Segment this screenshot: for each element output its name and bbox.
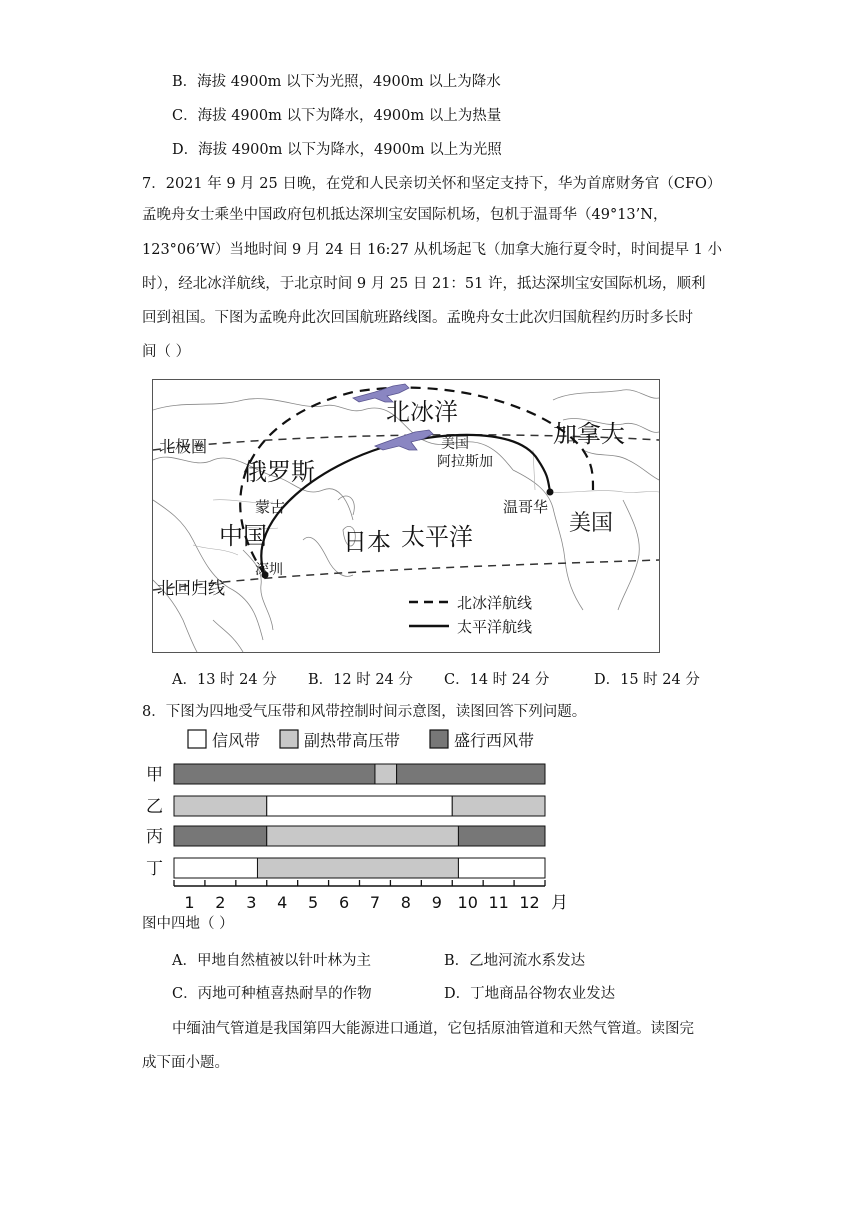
label-russia: 俄罗斯 <box>243 458 315 486</box>
q7-line-3: 123°06’W）当地时间 9 月 24 日 16:27 从机场起飞（加拿大施行夏令时，时间提早 1 小 <box>142 242 722 258</box>
q8-option-d: D．丁地商品谷物农业发达 <box>444 986 616 1002</box>
plane-icon <box>375 430 433 450</box>
month-tick-label: 6 <box>338 893 350 912</box>
belt-segment-subtropical-high <box>452 796 545 816</box>
row-label: 乙 <box>146 797 163 817</box>
belt-segment-trade <box>458 858 545 878</box>
belt-segment-subtropical-high <box>174 796 267 816</box>
label-japan: 日本 <box>343 528 391 556</box>
legend-trade-swatch <box>188 730 206 748</box>
belt-segment-westerlies <box>397 764 545 784</box>
q7-line-2: 孟晚舟女士乘坐中国政府包机抵达深圳宝安国际机场，包机于温哥华（49°13’N， <box>142 207 668 223</box>
legend-arctic-label: 北冰洋航线 <box>457 594 533 612</box>
month-tick-label: 5 <box>308 893 319 912</box>
q7-line-1: 7．2021 年 9 月 25 日晚，在党和人民亲切关怀和坚定支持下，华为首席财务官（CFO） <box>142 176 722 192</box>
q6-option-b: B．海拔 4900m 以下为光照，4900m 以上为降水 <box>172 74 501 90</box>
vancouver-point <box>547 489 554 496</box>
row-label: 丙 <box>146 827 163 847</box>
flight-route-map <box>152 379 660 653</box>
q7-line-5: 回到祖国。下图为孟晚舟此次回国航班路线图。孟晚舟女士此次归国航程约历时多长时 <box>142 310 693 326</box>
intro-line-2: 成下面小题。 <box>142 1055 229 1071</box>
month-tick-label: 1 <box>184 893 195 912</box>
q6-option-c: C．海拔 4900m 以下为降水，4900m 以上为热量 <box>172 108 502 124</box>
belt-segment-trade <box>267 796 453 816</box>
month-tick-label: 3 <box>246 893 257 912</box>
belt-segment-westerlies <box>174 826 267 846</box>
legend-westerlies-swatch <box>430 730 448 748</box>
q7-option-c: C．14 时 24 分 <box>444 672 550 688</box>
legend-pacific-label: 太平洋航线 <box>457 618 533 636</box>
q7-line-6: 间（ ） <box>142 344 191 360</box>
belt-segment-westerlies <box>174 764 375 784</box>
legend-trade-label: 信风带 <box>212 731 261 750</box>
label-canada: 加拿大 <box>553 420 625 448</box>
month-tick-label: 9 <box>431 893 442 912</box>
label-shenzhen: 深圳 <box>255 562 283 578</box>
wind-belt-chart <box>140 724 580 914</box>
row-label: 丁 <box>146 859 163 879</box>
legend-westerlies-label: 盛行西风带 <box>454 731 535 750</box>
label-usa-alaska: 美国 <box>441 436 469 452</box>
belt-segment-subtropical-high <box>375 764 397 784</box>
legend-high-label: 副热带高压带 <box>304 731 401 750</box>
q7-option-b: B．12 时 24 分 <box>308 672 413 688</box>
tropic-line <box>153 560 659 590</box>
label-arctic-circle: 北极圈 <box>159 437 208 456</box>
month-tick-label: 12 <box>519 893 540 912</box>
label-pacific: 太平洋 <box>401 523 473 551</box>
label-alaska: 阿拉斯加 <box>437 454 493 470</box>
wind-belt-svg <box>140 724 580 914</box>
q7-option-d: D．15 时 24 分 <box>594 672 700 688</box>
legend-high-swatch <box>280 730 298 748</box>
label-usa: 美国 <box>569 511 614 536</box>
q8-sub-stem: 图中四地（ ） <box>142 916 234 932</box>
label-china: 中国 <box>219 522 267 550</box>
belt-segment-westerlies <box>458 826 545 846</box>
label-tropic: 北回归线 <box>157 579 225 599</box>
belt-segment-subtropical-high <box>267 826 459 846</box>
month-tick-label: 4 <box>277 893 288 912</box>
month-tick-label: 7 <box>369 893 381 912</box>
month-tick-label: 10 <box>457 893 478 912</box>
belt-segment-trade <box>174 858 257 878</box>
q8-stem: 8．下图为四地受气压带和风带控制时间示意图，读图回答下列问题。 <box>142 704 587 720</box>
label-arctic-ocean: 北冰洋 <box>386 398 458 426</box>
label-mongolia: 蒙古 <box>255 498 286 516</box>
q7-option-a: A．13 时 24 分 <box>172 672 277 688</box>
month-tick-label: 11 <box>488 893 509 912</box>
wind-rows <box>146 764 545 879</box>
q6-option-d: D．海拔 4900m 以下为降水，4900m 以上为光照 <box>172 142 502 158</box>
q7-line-4: 时），经北冰洋航线，于北京时间 9 月 25 日 21：51 许，抵达深圳宝安国际机场，顺利 <box>142 276 706 292</box>
route-map-svg <box>153 380 659 652</box>
intro-line-1: 中缅油气管道是我国第四大能源进口通道，它包括原油管道和天然气管道。读图完 <box>172 1021 694 1037</box>
month-tick-label: 8 <box>400 893 411 912</box>
month-axis <box>174 880 568 913</box>
label-vancouver: 温哥华 <box>503 498 549 516</box>
q8-option-a: A．甲地自然植被以针叶林为主 <box>172 953 371 969</box>
row-label: 甲 <box>146 765 163 785</box>
belt-segment-subtropical-high <box>257 858 458 878</box>
month-unit-label: 月 <box>551 893 568 913</box>
q8-option-b: B．乙地河流水系发达 <box>444 953 586 969</box>
q8-option-c: C．丙地可种植喜热耐旱的作物 <box>172 986 372 1002</box>
month-tick-label: 2 <box>215 893 226 912</box>
